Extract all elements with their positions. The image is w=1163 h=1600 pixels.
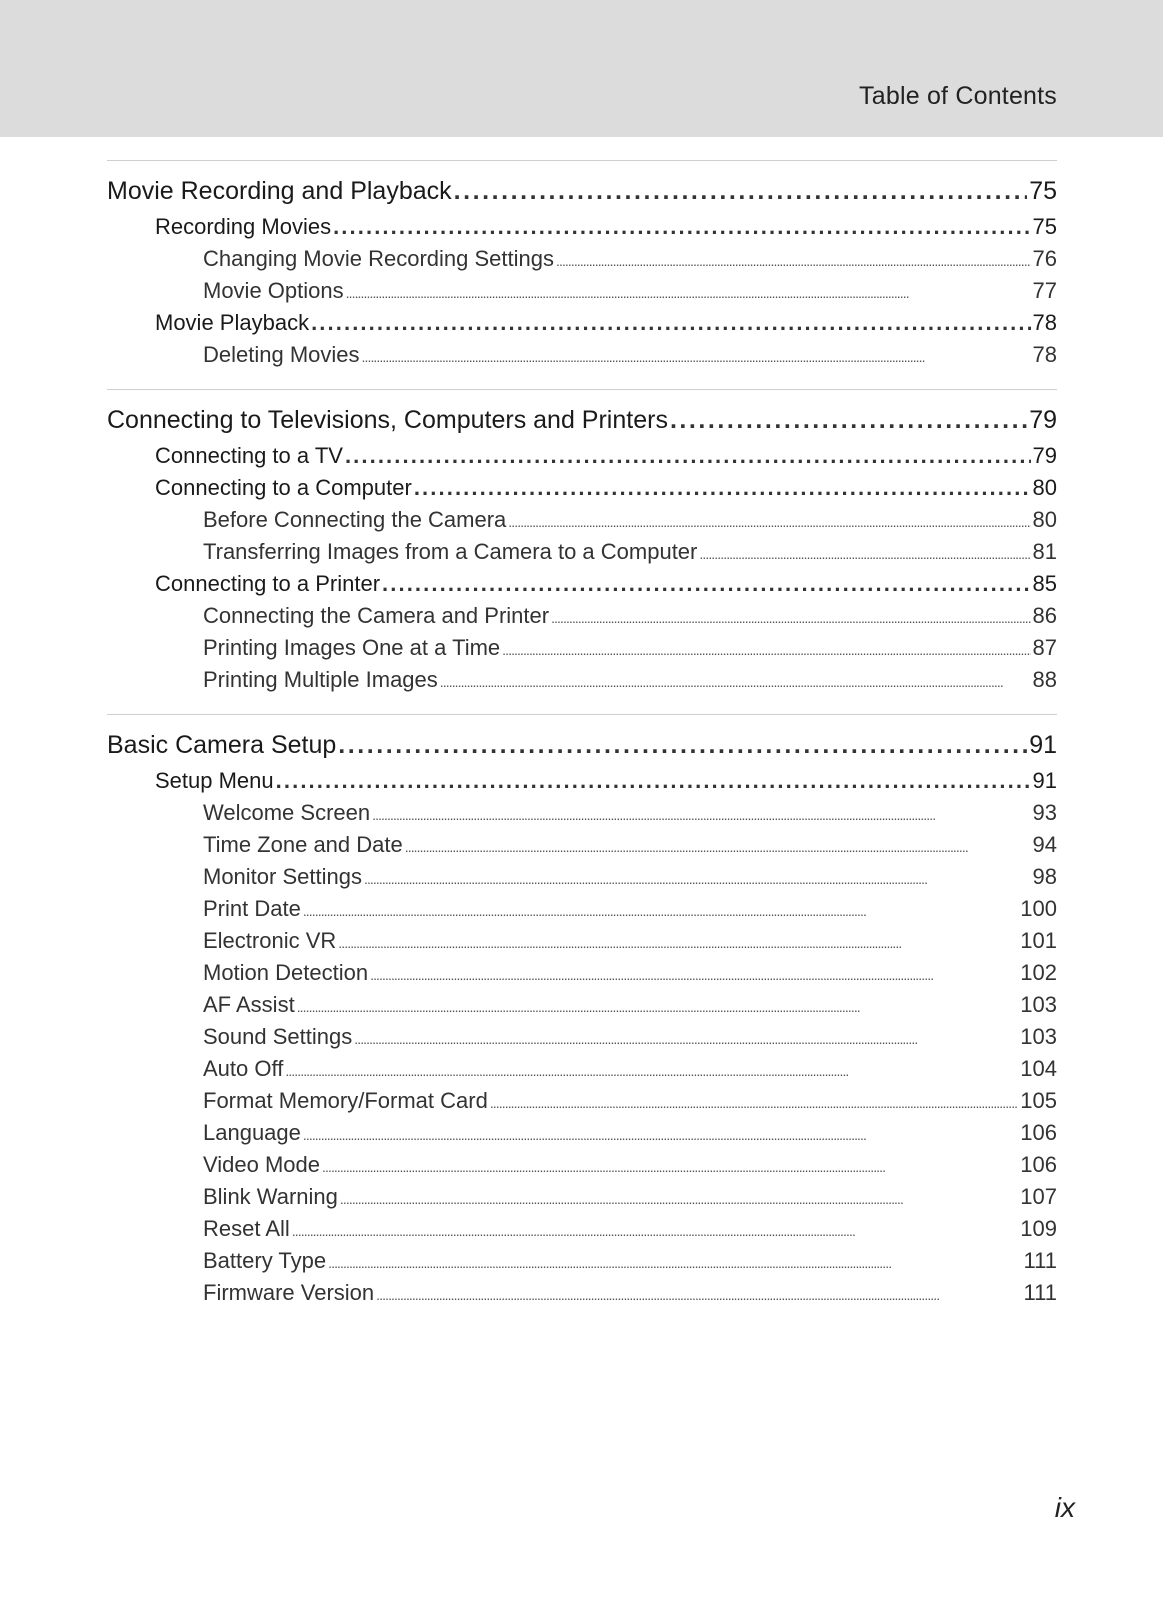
dot-leader [376, 1279, 1021, 1309]
toc-entry-label: Connecting to Televisions, Computers and Printers [107, 406, 668, 434]
dot-leader [364, 863, 1031, 893]
toc-entry-label: Video Mode [203, 1152, 321, 1177]
toc-entry-label: Movie Recording and Playback [107, 177, 452, 205]
toc-entry-page: 94 [1032, 832, 1057, 857]
dot-leader [362, 341, 1031, 371]
toc-entry[interactable] [107, 1277, 1057, 1309]
toc-entry-page: 101 [1020, 928, 1057, 953]
dot-leader [276, 765, 1031, 797]
table-of-contents [107, 160, 1057, 1309]
toc-entry-page: 79 [1029, 406, 1057, 434]
toc-entry-page: 91 [1029, 731, 1057, 759]
toc-entry-page: 78 [1032, 342, 1057, 367]
toc-entry[interactable] [107, 1117, 1057, 1149]
toc-section [107, 160, 1057, 371]
toc-entry-label: Changing Movie Recording Settings [203, 246, 554, 271]
toc-entry-page: 109 [1020, 1216, 1057, 1241]
toc-entry[interactable] [107, 797, 1057, 829]
page-title: Table of Contents [859, 82, 1057, 110]
toc-entry[interactable] [107, 472, 1057, 504]
toc-entry-page: 79 [1032, 443, 1057, 468]
toc-entry-label: Format Memory/Format Card [203, 1088, 488, 1113]
toc-entry-page: 111 [1023, 1248, 1057, 1273]
toc-entry[interactable] [107, 1181, 1057, 1213]
toc-entry-page: 107 [1020, 1184, 1057, 1209]
toc-entry[interactable] [107, 1053, 1057, 1085]
toc-entry-label: Connecting to a Printer [155, 571, 381, 596]
dot-leader [508, 506, 1030, 536]
toc-entry-label: Welcome Screen [203, 800, 371, 825]
toc-entry[interactable] [107, 1085, 1057, 1117]
toc-entry[interactable] [107, 664, 1057, 696]
dot-leader [322, 1151, 1018, 1181]
toc-entry-page: 85 [1032, 571, 1057, 596]
toc-entry-page: 105 [1020, 1088, 1057, 1113]
toc-entry[interactable] [107, 440, 1057, 472]
toc-entry-label: Connecting to a TV [155, 443, 343, 468]
toc-entry-page: 76 [1032, 246, 1057, 271]
dot-leader [382, 568, 1030, 600]
dot-leader [333, 211, 1030, 243]
toc-entry-label: Motion Detection [203, 960, 369, 985]
toc-entry[interactable] [107, 211, 1057, 243]
toc-entry-label: Auto Off [203, 1056, 284, 1081]
dot-leader [556, 245, 1031, 275]
toc-entry-page: 78 [1032, 310, 1057, 335]
toc-entry-label: Time Zone and Date [203, 832, 403, 857]
toc-entry-page: 80 [1032, 507, 1057, 532]
toc-entry-page: 103 [1020, 992, 1057, 1017]
toc-entry-page: 104 [1020, 1056, 1057, 1081]
toc-entry[interactable] [107, 339, 1057, 371]
dot-leader [551, 602, 1030, 632]
toc-entry-page: 75 [1032, 214, 1057, 239]
dot-leader [292, 1215, 1018, 1245]
toc-entry-page: 100 [1020, 896, 1057, 921]
dot-leader [354, 1023, 1018, 1053]
toc-entry-label: Blink Warning [203, 1184, 338, 1209]
toc-entry-label: Language [203, 1120, 301, 1145]
dot-leader [440, 666, 1031, 696]
dot-leader [372, 799, 1030, 829]
toc-entry-page: 87 [1032, 635, 1057, 660]
toc-entry[interactable] [107, 568, 1057, 600]
toc-entry[interactable] [107, 861, 1057, 893]
toc-entry[interactable] [107, 275, 1057, 307]
dot-leader [340, 1183, 1018, 1213]
toc-entry[interactable] [107, 1245, 1057, 1277]
dot-leader [303, 895, 1018, 925]
toc-entry-label: Battery Type [203, 1248, 327, 1273]
toc-entry[interactable] [107, 632, 1057, 664]
toc-entry-label: Basic Camera Setup [107, 731, 337, 759]
toc-entry-label: Movie Options [203, 278, 344, 303]
toc-entry[interactable] [107, 925, 1057, 957]
toc-entry-label: Electronic VR [203, 928, 337, 953]
dot-leader [338, 725, 1027, 765]
toc-entry-page: 98 [1032, 864, 1057, 889]
toc-entry-label: Monitor Settings [203, 864, 362, 889]
dot-leader [328, 1247, 1021, 1277]
toc-entry[interactable] [107, 725, 1057, 765]
toc-entry[interactable] [107, 1213, 1057, 1245]
dot-leader [405, 831, 1031, 861]
toc-entry-page: 80 [1032, 475, 1057, 500]
dot-leader [338, 927, 1018, 957]
toc-entry[interactable] [107, 893, 1057, 925]
toc-entry-label: Recording Movies [155, 214, 332, 239]
toc-entry[interactable] [107, 536, 1057, 568]
toc-entry-page: 102 [1020, 960, 1057, 985]
toc-entry[interactable] [107, 765, 1057, 797]
toc-entry-page: 111 [1023, 1280, 1057, 1305]
toc-entry-page: 75 [1029, 177, 1057, 205]
toc-entry-label: Printing Multiple Images [203, 667, 438, 692]
toc-entry-label: Connecting the Camera and Printer [203, 603, 550, 628]
toc-entry-label: Firmware Version [203, 1280, 375, 1305]
toc-entry[interactable] [107, 829, 1057, 861]
toc-entry-page: 91 [1032, 768, 1057, 793]
dot-leader [502, 634, 1030, 664]
toc-entry-page: 103 [1020, 1024, 1057, 1049]
header-band [0, 0, 1163, 137]
toc-section [107, 714, 1057, 1309]
toc-entry-label: Movie Playback [155, 310, 310, 335]
toc-entry[interactable] [107, 1021, 1057, 1053]
toc-entry-page: 88 [1032, 667, 1057, 692]
dot-leader [303, 1119, 1018, 1149]
dot-leader [345, 440, 1031, 472]
dot-leader [297, 991, 1019, 1021]
toc-entry[interactable] [107, 171, 1057, 211]
toc-entry[interactable] [107, 600, 1057, 632]
toc-entry[interactable] [107, 400, 1057, 440]
toc-entry-label: Print Date [203, 896, 301, 921]
toc-entry-page: 106 [1020, 1120, 1057, 1145]
toc-entry-label: Sound Settings [203, 1024, 353, 1049]
toc-entry[interactable] [107, 307, 1057, 339]
toc-section [107, 389, 1057, 696]
toc-entry-label: Printing Images One at a Time [203, 635, 501, 660]
dot-leader [285, 1055, 1018, 1085]
toc-entry[interactable] [107, 989, 1057, 1021]
dot-leader [670, 400, 1027, 440]
toc-entry-label: Transferring Images from a Camera to a Computer [203, 539, 698, 564]
toc-entry-page: 93 [1032, 800, 1057, 825]
toc-entry[interactable] [107, 957, 1057, 989]
toc-entry-page: 106 [1020, 1152, 1057, 1177]
toc-entry-label: Setup Menu [155, 768, 274, 793]
dot-leader [699, 538, 1030, 568]
toc-entry[interactable] [107, 243, 1057, 275]
dot-leader [370, 959, 1018, 989]
dot-leader [454, 171, 1028, 211]
dot-leader [346, 277, 1031, 307]
toc-entry[interactable] [107, 504, 1057, 536]
page-number: ix [1054, 1492, 1075, 1523]
toc-entry-label: Before Connecting the Camera [203, 507, 507, 532]
toc-entry-page: 81 [1032, 539, 1057, 564]
dot-leader [311, 307, 1030, 339]
dot-leader [490, 1087, 1018, 1117]
toc-entry-page: 77 [1032, 278, 1057, 303]
toc-entry-label: Reset All [203, 1216, 290, 1241]
toc-entry-page: 86 [1032, 603, 1057, 628]
toc-entry-label: Deleting Movies [203, 342, 360, 367]
toc-entry-label: Connecting to a Computer [155, 475, 412, 500]
toc-entry-label: AF Assist [203, 992, 295, 1017]
toc-entry[interactable] [107, 1149, 1057, 1181]
dot-leader [414, 472, 1031, 504]
